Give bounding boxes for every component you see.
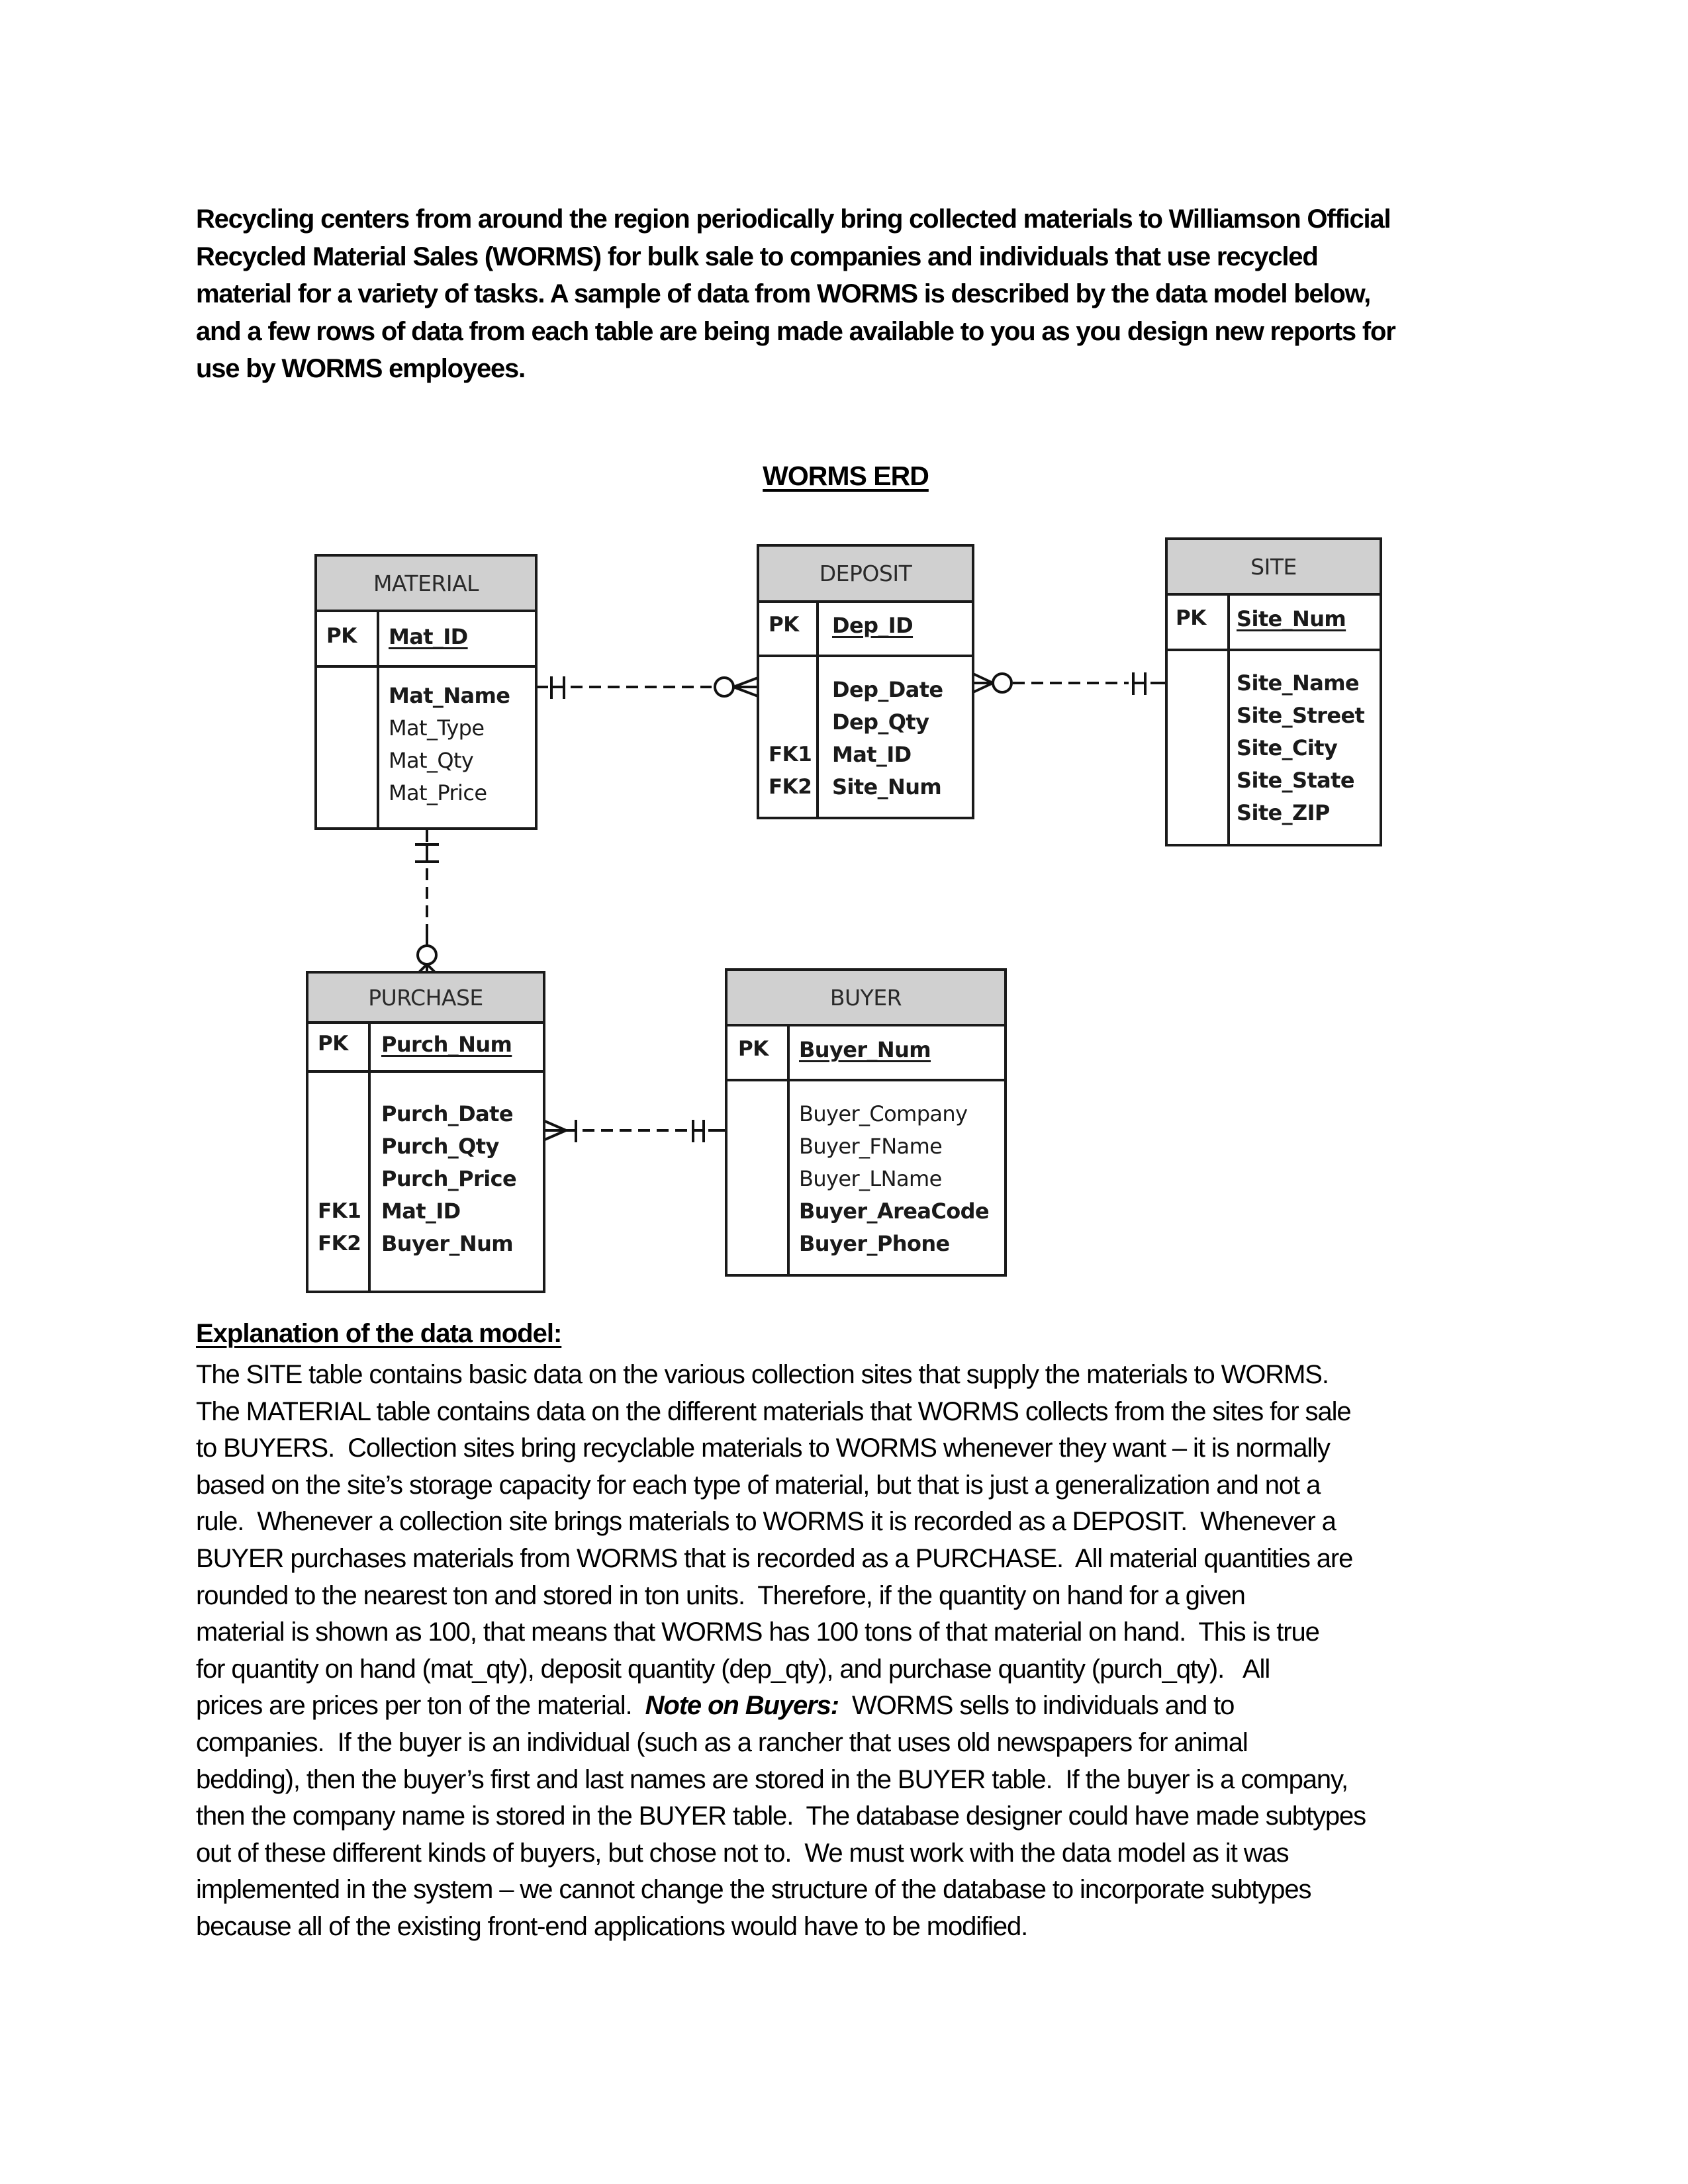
text-run: rounded to the nearest ton and stored in ton units. Therefore, if the quantity on hand for a given <box>196 1580 1245 1610</box>
crows-foot-icon <box>973 674 993 692</box>
attribute: Buyer_FName <box>799 1134 943 1159</box>
explanation-line <box>196 1430 1366 1467</box>
pk-label: PK <box>1176 606 1206 630</box>
key-label <box>318 1098 361 1130</box>
key-label: FK2 <box>318 1232 361 1255</box>
text-run: out of these different kinds of buyers, but chose not to. We must work with the data model as it was <box>196 1838 1289 1868</box>
intro-line: and a few rows of data from each table are being made available to you as you design new reports for <box>196 316 1395 346</box>
column-divider <box>368 1024 371 1291</box>
entity-material <box>314 554 538 830</box>
entity-header: DEPOSIT <box>759 547 972 603</box>
pk-attribute: Mat_ID <box>389 624 468 649</box>
attribute: Buyer_Company <box>799 1101 968 1126</box>
attribute: Purch_Qty <box>381 1134 499 1159</box>
explanation-line <box>196 1541 1366 1578</box>
text-run: material is shown as 100, that means that WORMS has 100 tons of that material on hand. This is true <box>196 1617 1319 1647</box>
explanation-line <box>196 1614 1366 1651</box>
key-label <box>318 1163 361 1195</box>
key-label: FK1 <box>318 1199 361 1223</box>
column-divider <box>1227 596 1230 844</box>
entity-site <box>1165 537 1382 846</box>
attribute: Mat_Price <box>389 780 487 805</box>
zero-circle-icon <box>418 946 436 964</box>
explanation-line <box>196 1725 1366 1762</box>
column-divider <box>816 603 819 817</box>
explanation-line <box>196 1651 1366 1688</box>
attribute: Mat_Name <box>389 683 510 708</box>
key-label <box>318 1130 361 1163</box>
attribute: Site_State <box>1237 768 1354 793</box>
pk-label: PK <box>318 1032 348 1056</box>
text-run: implemented in the system – we cannot change the structure of the database to incorporate subtypes <box>196 1875 1311 1905</box>
zero-circle-icon <box>993 674 1011 692</box>
attribute: Dep_Qty <box>832 709 929 735</box>
explanation-line <box>196 1688 1366 1725</box>
intro-line: use by WORMS employees. <box>196 354 525 383</box>
relationship-deposit-site <box>973 672 1166 695</box>
text-run: The MATERIAL table contains data on the different materials that WORMS collects from the sites for sale <box>196 1396 1351 1426</box>
key-label <box>769 674 812 706</box>
text-run: WORMS sells to individuals and to <box>839 1691 1235 1721</box>
explanation-heading: Explanation of the data model: <box>196 1319 562 1348</box>
attribute: Mat_Qty <box>389 748 474 773</box>
attribute: Site_Street <box>1237 703 1365 728</box>
explanation-line <box>196 1835 1366 1872</box>
pk-attribute: Buyer_Num <box>799 1037 931 1062</box>
text-run: companies. If the buyer is an individual (such as a rancher that uses old newspapers for animal <box>196 1727 1248 1757</box>
pk-attribute: Dep_ID <box>832 613 914 638</box>
text-run: then the company name is stored in the BUYER table. The database designer could have made subtypes <box>196 1801 1366 1831</box>
entity-header: MATERIAL <box>317 557 535 612</box>
text-run: bedding), then the buyer’s first and last names are stored in the BUYER table. If the buyer is a company, <box>196 1764 1348 1794</box>
crows-foot-icon <box>733 678 758 696</box>
attribute-list <box>1237 667 1364 829</box>
explanation-line <box>196 1578 1366 1615</box>
key-label <box>769 706 812 739</box>
text-run: because all of the existing front-end applications would have to be modified. <box>196 1911 1028 1941</box>
attribute: Site_ZIP <box>1237 800 1330 825</box>
key-label: FK2 <box>769 775 812 799</box>
explanation-line <box>196 1798 1366 1835</box>
attribute: Buyer_AreaCode <box>799 1199 990 1224</box>
text-run: to BUYERS. Collection sites bring recyclable materials to WORMS whenever they want – it is normally <box>196 1433 1330 1463</box>
intro-line: Recycling centers from around the region periodically bring collected materials to Williamson Official <box>196 205 1391 234</box>
crows-foot-icon <box>545 1121 566 1140</box>
entity-purchase <box>306 971 545 1293</box>
explanation-line <box>196 1394 1366 1431</box>
text-run: The SITE table contains basic data on the various collection sites that supply the materials to WORMS. <box>196 1360 1329 1389</box>
pk-label: PK <box>738 1037 769 1061</box>
text-run: BUYER purchases materials from WORMS that is recorded as a PURCHASE. All material quantities are <box>196 1543 1353 1573</box>
relationship-purchase-buyer <box>545 1120 726 1142</box>
entity-header: SITE <box>1168 540 1380 596</box>
text-run: prices are prices per ton of the material. <box>196 1691 645 1721</box>
zero-circle-icon <box>715 678 733 696</box>
text-run: for quantity on hand (mat_qty), deposit quantity (dep_qty), and purchase quantity (purch_qty). All <box>196 1654 1270 1684</box>
explanation-line <box>196 1762 1366 1799</box>
relationship-material-deposit <box>538 676 758 699</box>
attribute: Buyer_LName <box>799 1166 942 1191</box>
column-divider <box>787 1026 790 1274</box>
note-on-buyers-label: Note on Buyers: <box>645 1691 839 1721</box>
attribute: Mat_ID <box>381 1199 461 1224</box>
erd-title: WORMS ERD <box>763 461 929 491</box>
entity-buyer <box>725 968 1007 1277</box>
explanation-line <box>196 1909 1366 1946</box>
attribute: Site_Name <box>1237 670 1360 696</box>
relationship-material-purchase <box>415 829 439 973</box>
attribute: Purch_Price <box>381 1166 517 1191</box>
intro-line: Recycled Material Sales (WORMS) for bulk sale to companies and individuals that use recycled <box>196 242 1318 271</box>
explanation-line <box>196 1504 1366 1541</box>
entity-header: BUYER <box>727 971 1004 1026</box>
pk-attribute: Site_Num <box>1237 606 1346 631</box>
attribute-list <box>799 1098 989 1260</box>
explanation-line <box>196 1357 1366 1394</box>
attribute-list <box>381 1098 516 1260</box>
explanation-line <box>196 1872 1366 1909</box>
attribute-list <box>389 680 510 809</box>
text-run: rule. Whenever a collection site brings materials to WORMS it is recorded as a DEPOSIT. Whenever a <box>196 1507 1336 1537</box>
pk-label: PK <box>769 613 799 637</box>
attribute: Mat_Type <box>389 715 485 741</box>
key-label: FK1 <box>769 743 812 766</box>
intro-line: material for a variety of tasks. A sample of data from WORMS is described by the data model below, <box>196 279 1371 308</box>
entity-header: PURCHASE <box>308 974 543 1024</box>
attribute: Purch_Date <box>381 1101 513 1126</box>
attribute: Mat_ID <box>832 742 912 767</box>
pk-attribute: Purch_Num <box>381 1032 512 1057</box>
attribute: Dep_Date <box>832 677 943 702</box>
key-column <box>769 674 812 803</box>
attribute: Site_Num <box>832 774 942 799</box>
explanation-body <box>196 1357 1366 1946</box>
attribute: Buyer_Phone <box>799 1231 950 1256</box>
text-run: based on the site’s storage capacity for each type of material, but that is just a generalization and not a <box>196 1470 1321 1500</box>
entity-deposit <box>757 544 974 819</box>
attribute: Buyer_Num <box>381 1231 514 1256</box>
attribute-list <box>832 674 943 803</box>
pk-label: PK <box>326 624 357 648</box>
column-divider <box>377 612 379 827</box>
attribute: Site_City <box>1237 735 1338 760</box>
key-column <box>318 1098 361 1260</box>
explanation-line <box>196 1467 1366 1504</box>
